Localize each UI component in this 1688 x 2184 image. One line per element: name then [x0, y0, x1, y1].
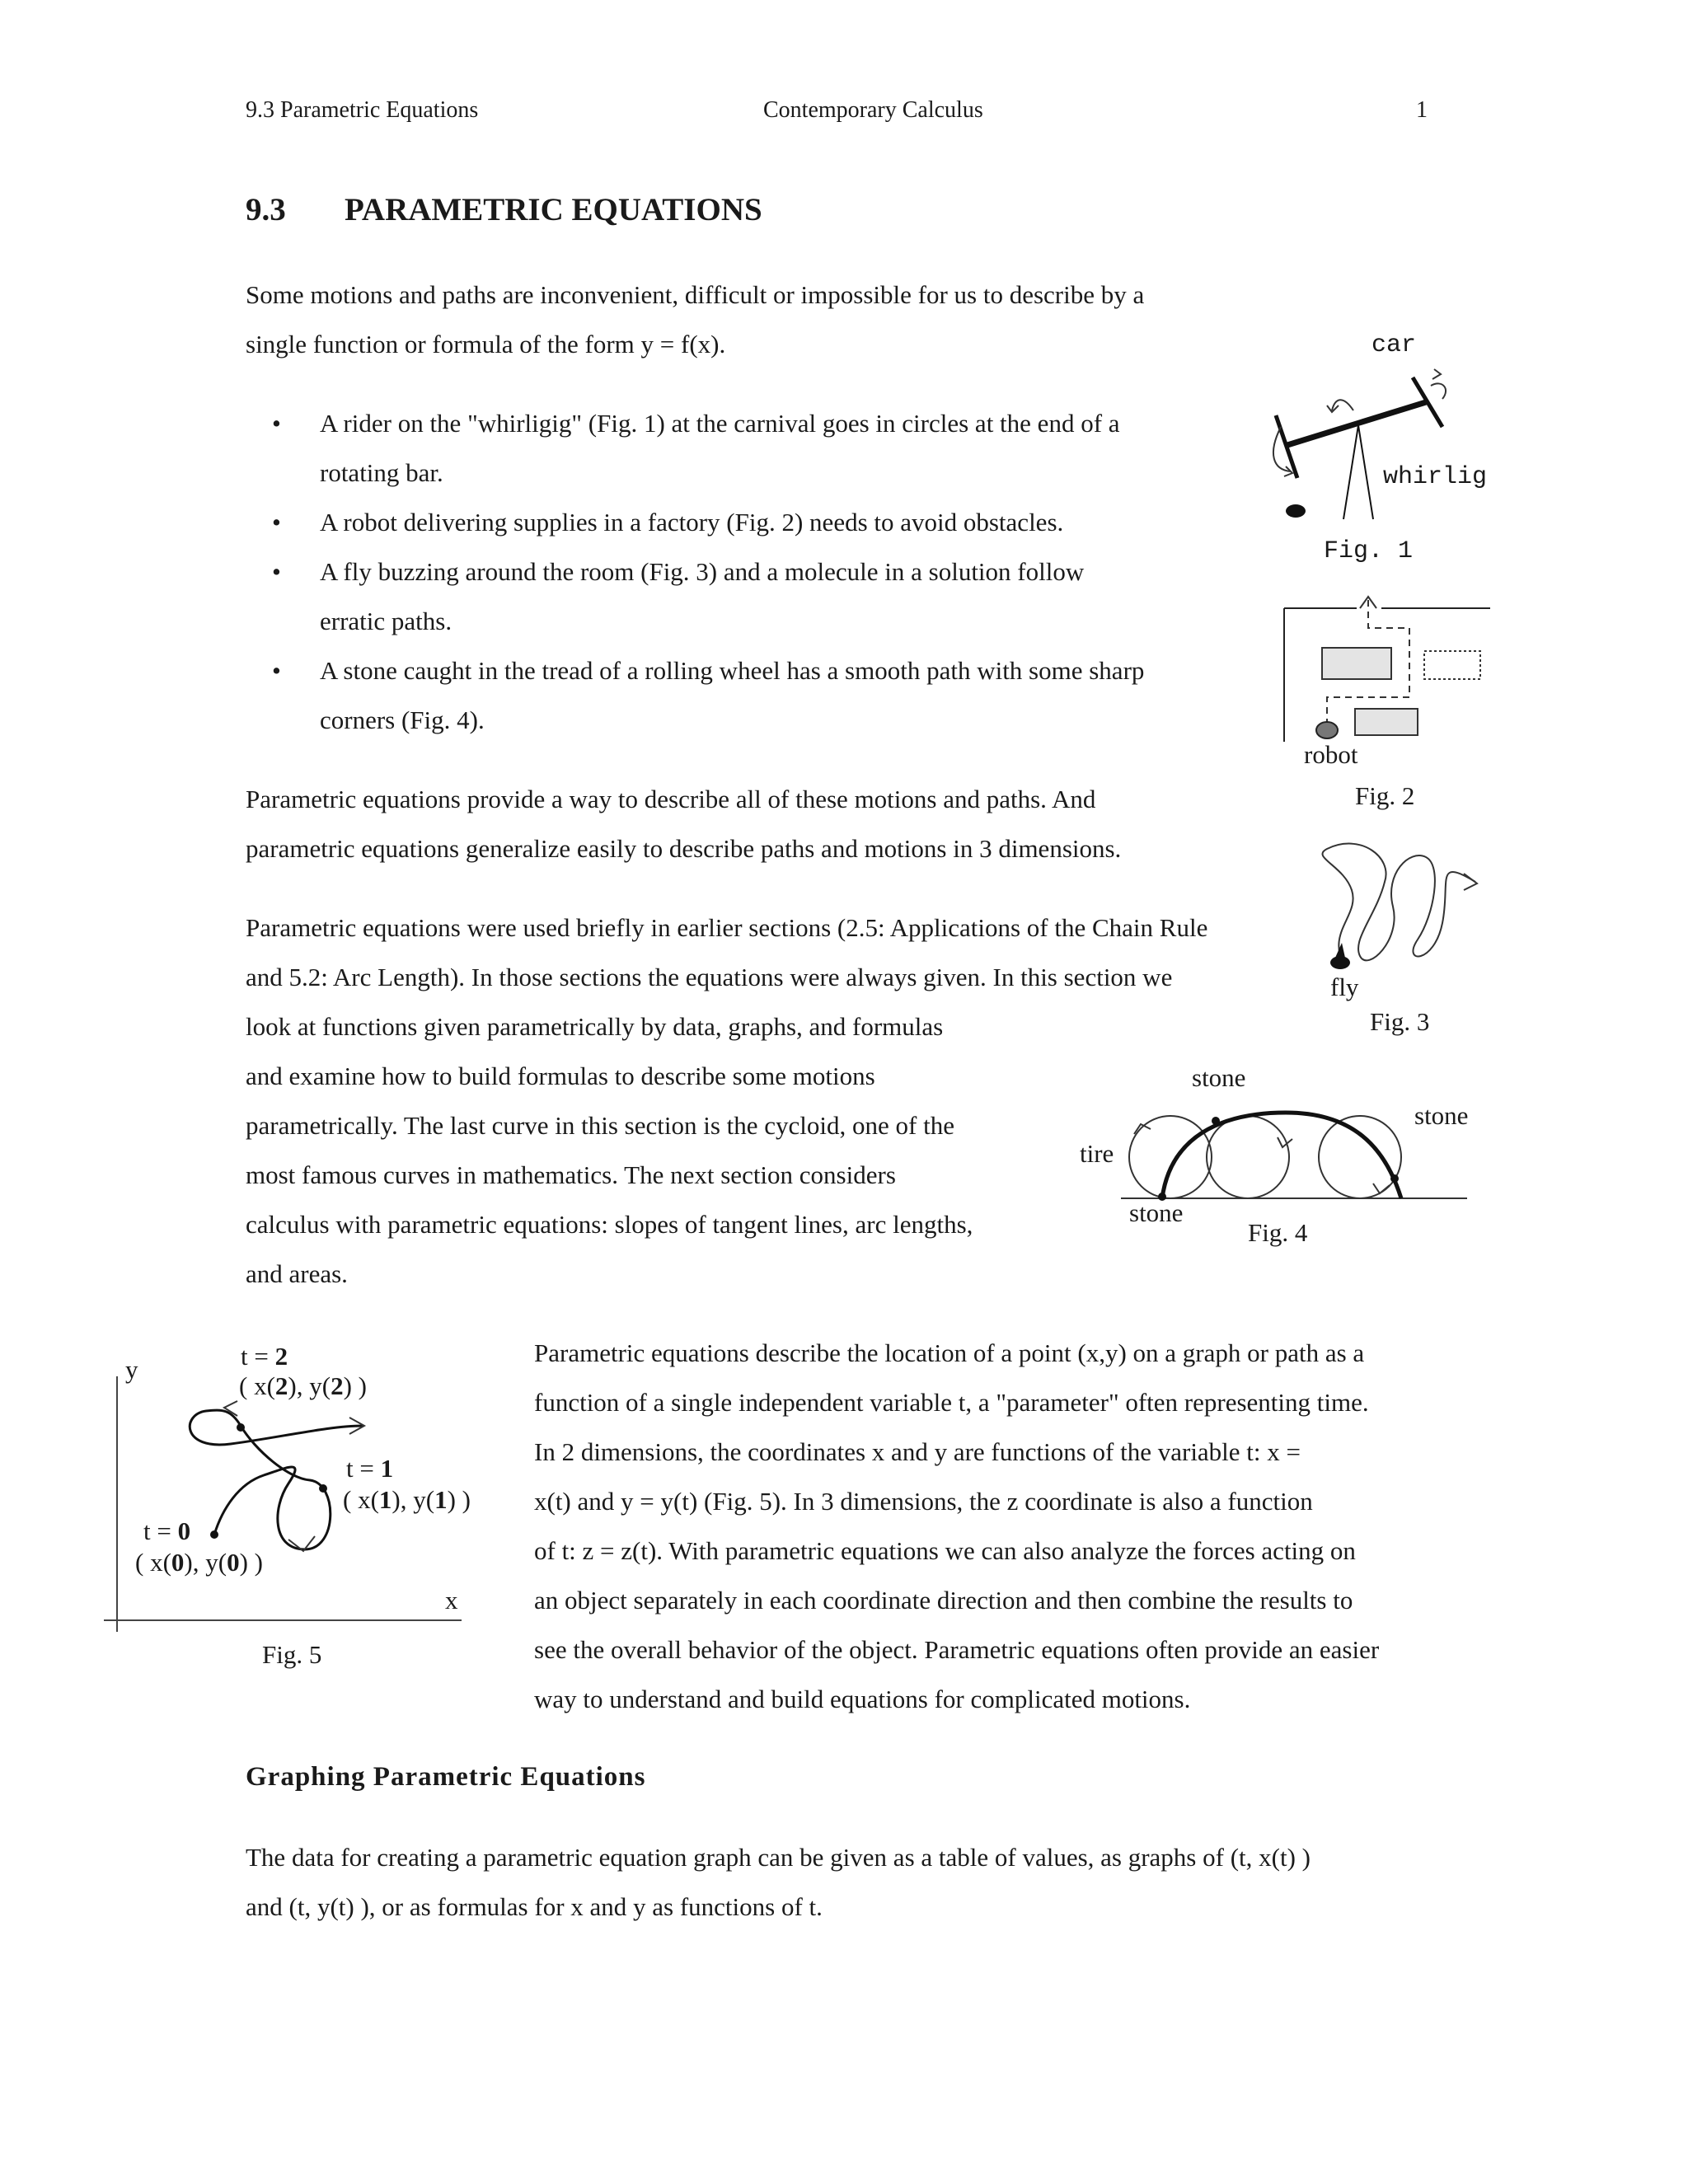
fig2-obstacle-dotted — [1424, 651, 1480, 679]
fig2-robot-icon — [1316, 722, 1338, 738]
fig5-t0-point-label: ( x(0), y(0) ) — [135, 1548, 263, 1577]
fig5-t1-label: t = 1 — [346, 1454, 394, 1483]
bullet-mark-4: • — [272, 656, 281, 685]
fig5-t2-label: t = 2 — [241, 1342, 288, 1371]
subheading-graphing: Graphing Parametric Equations — [246, 1762, 646, 1792]
para3-line-5: parametrically. The last curve in this section is the cycloid, one of the — [246, 1111, 954, 1140]
bullet-3-line-1: A fly buzzing around the room (Fig. 3) and a molecule in a solution follow — [320, 557, 1085, 586]
fig5-point-t0 — [210, 1530, 218, 1539]
fig5-y-axis-label: y — [125, 1355, 138, 1384]
fig1-label-car: car — [1372, 331, 1417, 359]
bullet-1-line-1: A rider on the "whirligig" (Fig. 1) at the carnival goes in circles at the end of a — [320, 409, 1120, 438]
fig5-t2-point-label: ( x(2), y(2) ) — [239, 1371, 367, 1400]
fig5-t0-label: t = 0 — [143, 1516, 191, 1545]
bullet-mark-3: • — [272, 557, 281, 586]
fig3-erratic-path — [1322, 844, 1475, 964]
bullet-mark-1: • — [272, 409, 281, 438]
fig1-left-seat — [1276, 415, 1297, 478]
fig3-caption: Fig. 3 — [1370, 1007, 1430, 1036]
fig5-point-t2 — [237, 1423, 245, 1432]
fig3-fly-icon — [1330, 956, 1350, 969]
bullet-3-line-2: erratic paths. — [320, 607, 452, 635]
bullet-4-line-2: corners (Fig. 4). — [320, 705, 485, 734]
para4-line-4: x(t) and y = y(t) (Fig. 5). In 3 dimensions, the z coordinate is also a function — [534, 1487, 1313, 1516]
running-header-section: 9.3 Parametric Equations — [246, 97, 479, 123]
fig4-tire-1 — [1129, 1116, 1212, 1198]
fig5-point-t1 — [319, 1484, 327, 1493]
fig4-label-tire: tire — [1080, 1139, 1114, 1168]
fig4-tire-2 — [1207, 1116, 1289, 1198]
bullet-4-line-1: A stone caught in the tread of a rolling wheel has a smooth path with some sharp — [320, 656, 1145, 685]
para4-line-5: of t: z = z(t). With parametric equations we can also analyze the forces acting on — [534, 1536, 1356, 1565]
fig2-label-robot: robot — [1304, 740, 1358, 769]
fig1-label-whirlig: whirlig — [1383, 463, 1488, 491]
fig4-label-stone-bottom: stone — [1129, 1198, 1184, 1227]
fig5-t1-point-label: ( x(1), y(1) ) — [343, 1485, 471, 1514]
para5-line-2: and (t, y(t) ), or as formulas for x and y as functions of t. — [246, 1892, 823, 1921]
fig2-obstacle-2 — [1355, 709, 1418, 735]
fig5-x-axis-label: x — [445, 1586, 458, 1615]
para2-line-1: Parametric equations provide a way to describe all of these motions and paths. And — [246, 785, 1096, 813]
fig1-rider-dot — [1286, 504, 1306, 518]
fig4-caption: Fig. 4 — [1248, 1218, 1308, 1247]
para4-line-2: function of a single independent variable t, a "parameter" often representing time. — [534, 1388, 1369, 1417]
para3-line-2: and 5.2: Arc Length). In those sections the equations were always given. In this section we — [246, 963, 1173, 991]
fig3-label-fly: fly — [1330, 972, 1359, 1001]
para3-line-4: and examine how to build formulas to describe some motions — [246, 1062, 875, 1090]
para3-line-1: Parametric equations were used briefly in earlier sections (2.5: Applications of the Chain Rule — [246, 913, 1208, 942]
fig1-stand — [1343, 425, 1373, 519]
section-number: 9.3 — [246, 192, 286, 227]
para5-line-1: The data for creating a parametric equation graph can be given as a table of values, as graphs of (t, x(t) ) — [246, 1843, 1311, 1872]
para3-line-3: look at functions given parametrically by data, graphs, and formulas — [246, 1012, 944, 1041]
fig4-label-stone-right: stone — [1414, 1101, 1469, 1130]
bullet-2-line-1: A robot delivering supplies in a factory (Fig. 2) needs to avoid obstacles. — [320, 508, 1064, 537]
fig2-caption: Fig. 2 — [1355, 781, 1415, 810]
para3-line-7: calculus with parametric equations: slopes of tangent lines, arc lengths, — [246, 1210, 973, 1239]
para3-line-8: and areas. — [246, 1259, 348, 1288]
fig4-label-stone-top: stone — [1192, 1063, 1246, 1092]
fig5-caption: Fig. 5 — [262, 1640, 322, 1669]
running-header-book-title: Contemporary Calculus — [763, 97, 983, 123]
section-title: PARAMETRIC EQUATIONS — [345, 192, 762, 227]
fig1-whirligig-diagram — [1261, 363, 1525, 544]
para2-line-2: parametric equations generalize easily to describe paths and motions in 3 dimensions. — [246, 834, 1122, 863]
fig1-caption: Fig. 1 — [1324, 537, 1414, 565]
para4-line-6: an object separately in each coordinate direction and then combine the results to — [534, 1586, 1353, 1615]
para3-line-6: most famous curves in mathematics. The next section considers — [246, 1160, 896, 1189]
para4-line-7: see the overall behavior of the object. Parametric equations often provide an easier — [534, 1635, 1380, 1664]
page-number: 1 — [1416, 97, 1428, 123]
bullet-mark-2: • — [272, 508, 281, 537]
fig5-curve — [190, 1410, 363, 1549]
intro-line-2: single function or formula of the form y = f(x). — [246, 330, 726, 359]
fig3-fly-diagram — [1311, 832, 1500, 972]
intro-line-1: Some motions and paths are inconvenient, difficult or impossible for us to describe by a — [246, 280, 1145, 309]
para4-line-8: way to understand and build equations for complicated motions. — [534, 1685, 1191, 1713]
para4-line-3: In 2 dimensions, the coordinates x and y are functions of the variable t: x = — [534, 1437, 1301, 1466]
bullet-1-line-2: rotating bar. — [320, 458, 443, 487]
fig2-obstacle-1 — [1322, 648, 1391, 679]
fig2-robot-diagram — [1281, 585, 1503, 750]
para4-line-1: Parametric equations describe the location of a point (x,y) on a graph or path as a — [534, 1338, 1365, 1367]
